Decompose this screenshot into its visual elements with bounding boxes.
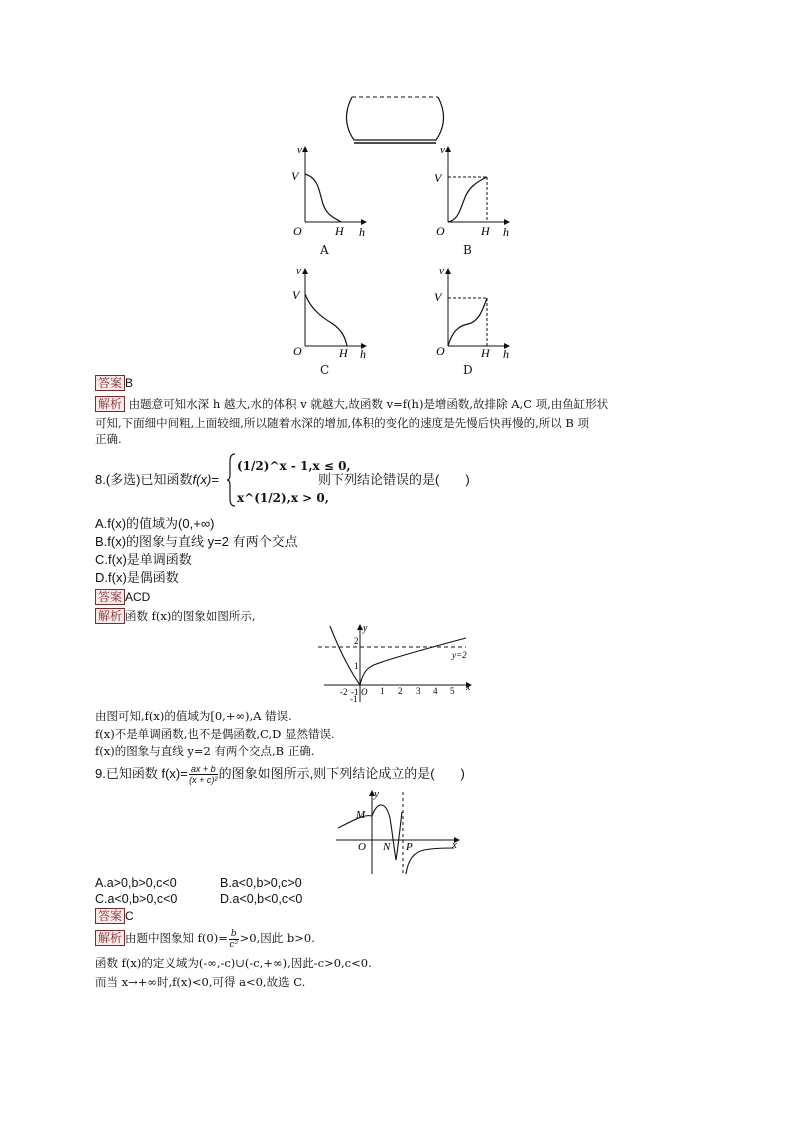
q8-answer-value: ACD [125, 590, 151, 604]
q9-analysis-line3: 而当 x→+∞时,f(x)<0,可得 a<0,故选 C. [95, 975, 306, 989]
answer-tag: 答案 [95, 589, 125, 605]
q9-stem-suffix: 的图象如图所示,则下列结论成立的是( ) [218, 766, 465, 781]
q9-frac-den: (x + c)² [189, 775, 218, 786]
q9-analysis-frac-den: c² [229, 939, 239, 950]
svg-text:x: x [466, 682, 471, 693]
svg-text:N: N [383, 841, 391, 853]
q8-answer [95, 589, 150, 605]
option-b-label: B [463, 243, 472, 257]
answer-tag: 答案 [95, 908, 125, 924]
svg-text:V: V [434, 290, 442, 304]
q8-analysis-intro-text: 函数 f(x)的图象如图所示, [125, 609, 256, 623]
svg-text:3: 3 [416, 686, 421, 696]
svg-text:2: 2 [354, 636, 359, 646]
q8-piece1: (1/2)^x - 1,x ≤ 0, [237, 459, 351, 473]
q7-answer [95, 375, 133, 391]
svg-text:h: h [503, 347, 509, 361]
q9-option-a: A.a>0,b>0,c<0 [95, 876, 177, 890]
svg-text:O: O [436, 344, 445, 358]
svg-text:O: O [436, 224, 445, 238]
q7-analysis-line1 [95, 396, 608, 412]
q9-analysis-prefix: 由题中图象知 f(0)= [125, 931, 228, 945]
q9-function-graph [334, 788, 464, 878]
q8-stem-suffix: 则下列结论错误的是( ) [318, 472, 470, 487]
svg-text:v: v [296, 265, 301, 277]
svg-text:P: P [406, 841, 413, 853]
q9-analysis-line2: 函数 f(x)的定义域为(-∞,-c)∪(-c,+∞),因此-c>0,c<0. [95, 956, 372, 970]
svg-text:2: 2 [398, 686, 403, 696]
q8-option-c: C.f(x)是单调函数 [95, 552, 192, 567]
graph-a [283, 142, 373, 238]
q9-fraction [189, 764, 218, 785]
svg-text:x: x [452, 839, 457, 851]
svg-text:v: v [440, 144, 445, 156]
svg-text:V: V [291, 169, 299, 183]
q9-analysis-fraction [229, 929, 239, 950]
svg-text:v: v [439, 265, 444, 277]
q8-fx: f(x)= [192, 472, 219, 487]
q9-option-d: D.a<0,b<0,c<0 [220, 892, 303, 906]
svg-text:1: 1 [380, 686, 385, 696]
q8-stem [95, 472, 219, 488]
q8-analysis-line1: 由图可知,f(x)的值域为[0,+∞),A 错误. [95, 709, 292, 723]
svg-text:y=2: y=2 [452, 650, 467, 660]
analysis-tag: 解析 [95, 396, 125, 412]
q9-stem-prefix: 9.已知函数 f(x)= [95, 766, 188, 781]
q7-analysis-line2: 可知,下面细中间粗,上面较细,所以随着水深的增加,体积的变化的速度是先慢后快再慢的,所以 B 项 [95, 416, 590, 430]
svg-text:y: y [363, 623, 368, 634]
q8-option-b: B.f(x)的图象与直线 y=2 有两个交点 [95, 534, 298, 549]
answer-tag: 答案 [95, 375, 125, 391]
svg-text:-1: -1 [350, 694, 358, 704]
q8-analysis-intro [95, 608, 256, 624]
svg-text:h: h [360, 347, 366, 361]
svg-text:5: 5 [450, 686, 455, 696]
svg-text:-1: -1 [351, 687, 359, 697]
analysis-tag: 解析 [95, 930, 125, 946]
option-d-label: D [463, 363, 473, 377]
svg-text:1: 1 [354, 661, 359, 671]
q7-answer-value: B [125, 376, 134, 390]
q9-analysis-suffix: >0,因此 b>0. [239, 931, 315, 945]
svg-text:H: H [481, 346, 490, 360]
q9-stem [95, 764, 465, 785]
q8-option-a: A.f(x)的值域为(0,+∞) [95, 516, 215, 531]
svg-text:O: O [358, 841, 366, 853]
q8-function-graph [316, 622, 480, 706]
q8-stem-prefix: 8.(多选)已知函数 [95, 472, 193, 487]
svg-text:v: v [297, 144, 302, 156]
q9-answer-value: C [125, 909, 134, 923]
graph-b [424, 142, 516, 238]
q7-analysis-line3: 正确. [95, 432, 122, 446]
svg-text:M: M [356, 809, 366, 821]
q9-analysis-frac-num: b [230, 928, 237, 939]
graph-c [283, 262, 373, 362]
q9-option-b: B.a<0,b>0,c>0 [220, 876, 302, 890]
graph-d [424, 262, 516, 362]
svg-text:V: V [434, 171, 442, 185]
option-a-label: A [320, 243, 329, 257]
svg-text:4: 4 [433, 686, 438, 696]
svg-text:O: O [293, 344, 302, 358]
q8-brace [227, 453, 237, 507]
svg-text:H: H [335, 224, 344, 238]
svg-text:O: O [361, 687, 368, 697]
svg-text:H: H [481, 224, 490, 238]
svg-text:y: y [374, 788, 379, 800]
svg-text:H: H [339, 346, 348, 360]
q9-analysis-line1 [95, 928, 315, 950]
svg-text:O: O [293, 224, 302, 238]
q8-analysis-line3: f(x)的图象与直线 y=2 有两个交点,B 正确. [95, 744, 315, 758]
q8-option-d: D.f(x)是偶函数 [95, 570, 179, 585]
svg-text:h: h [359, 225, 365, 238]
q9-answer [95, 908, 134, 924]
q9-frac-num: ax + b [190, 764, 216, 775]
svg-text:h: h [503, 225, 509, 238]
option-c-label: C [320, 363, 330, 377]
svg-text:-2: -2 [340, 687, 348, 697]
q8-piece2: x^(1/2),x > 0, [237, 491, 329, 505]
q7-analysis-text1: 由题意可知水深 h 越大,水的体积 v 就越大,故函数 v=f(h)是增函数,故排除 A,C 项,由鱼缸形状 [128, 397, 609, 411]
analysis-tag: 解析 [95, 608, 125, 624]
q9-option-c: C.a<0,b>0,c<0 [95, 892, 178, 906]
svg-text:V: V [292, 288, 300, 302]
q8-analysis-line2: f(x)不是单调函数,也不是偶函数,C,D 显然错误. [95, 727, 335, 741]
